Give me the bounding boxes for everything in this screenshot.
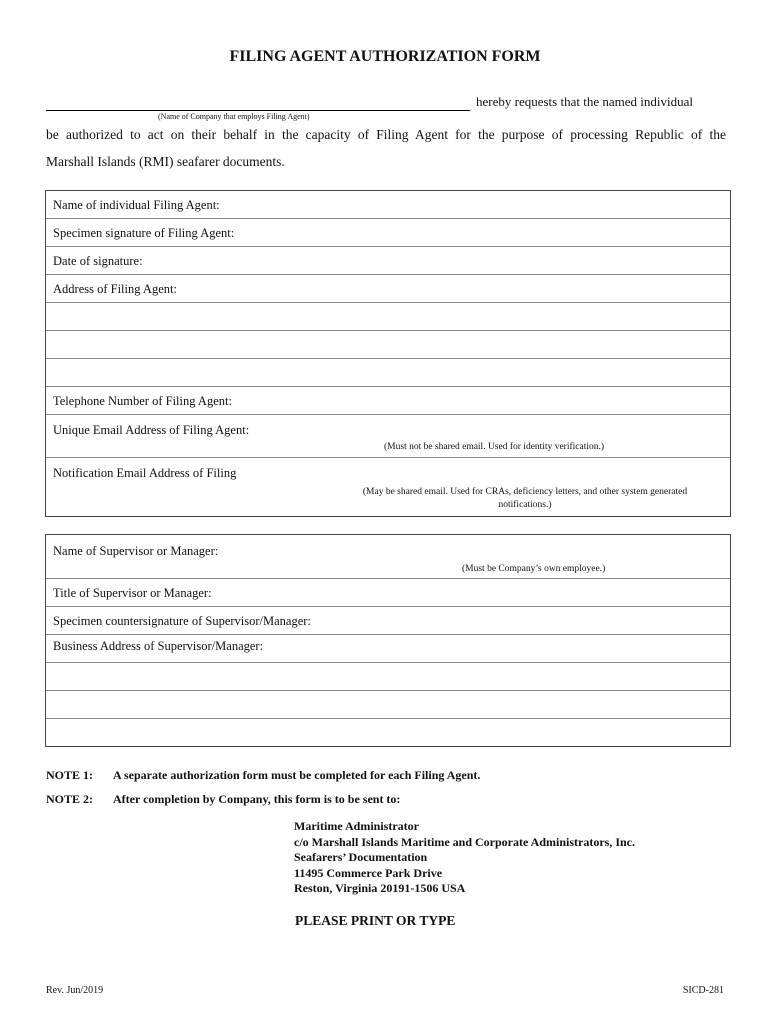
filing-agent-section (45, 190, 731, 517)
company-name-field[interactable] (46, 110, 470, 111)
agent-address-line-4[interactable] (46, 359, 730, 387)
address-line-5: Reston, Virginia 20191-1506 USA (294, 881, 466, 895)
mailing-address (294, 819, 635, 897)
note-1-text: A separate authorization form must be completed for each Filing Agent. (113, 768, 481, 782)
note-1 (46, 768, 480, 783)
note-2 (46, 792, 400, 807)
company-name-caption: (Name of Company that employs Filing Agent) (158, 112, 310, 121)
agent-name-row[interactable] (46, 191, 730, 219)
form-title: FILING AGENT AUTHORIZATION FORM (229, 48, 541, 65)
agent-unique-email-row[interactable] (46, 415, 730, 458)
signature-date-label: Date of signature: (53, 254, 143, 268)
agent-notification-email-row[interactable] (46, 458, 730, 516)
agent-signature-label: Specimen signature of Filing Agent: (53, 226, 235, 240)
supervisor-address-line-3[interactable] (46, 691, 730, 719)
agent-unique-email-label: Unique Email Address of Filing Agent: (53, 423, 250, 437)
intro-paragraph-line-2: be authorized to act on their behalf in the capacity of Filing Agent for the purpose of processing Republic of the (46, 127, 726, 142)
form-code: SICD-281 (682, 985, 724, 996)
note-2-text: After completion by Company, this form is to be sent to: (113, 792, 401, 806)
note-2-tag: NOTE 2: (46, 792, 94, 806)
notification-email-note-line-2: notifications.) (498, 500, 552, 510)
agent-telephone-label: Telephone Number of Filing Agent: (53, 394, 232, 408)
agent-telephone-row[interactable] (46, 387, 730, 415)
supervisor-address-line-2[interactable] (46, 663, 730, 691)
agent-address-row[interactable] (46, 275, 730, 303)
agent-name-label: Name of individual Filing Agent: (53, 198, 220, 212)
notification-email-note-line-1: (May be shared email. Used for CRAs, deficiency letters, and other system generated (362, 487, 688, 497)
agent-address-label: Address of Filing Agent: (53, 282, 177, 296)
agent-address-line-3[interactable] (46, 331, 730, 359)
hereby-text: hereby requests that the named individual (476, 94, 693, 109)
address-line-1: Maritime Administrator (294, 819, 419, 833)
address-line-3: Seafarers’ Documentation (294, 850, 428, 864)
note-1-tag: NOTE 1: (46, 768, 94, 782)
supervisor-countersignature-row[interactable] (46, 607, 730, 635)
revision-date: Rev. Jun/2019 (46, 985, 104, 996)
supervisor-name-row[interactable] (46, 535, 730, 579)
supervisor-address-line-4[interactable] (46, 719, 730, 746)
supervisor-countersignature-label: Specimen countersignature of Supervisor/Manager: (53, 614, 311, 628)
unique-email-note: (Must not be shared email. Used for identity verification.) (384, 442, 605, 452)
agent-signature-row[interactable] (46, 219, 730, 247)
agent-address-line-2[interactable] (46, 303, 730, 331)
supervisor-section (45, 534, 731, 747)
supervisor-address-label: Business Address of Supervisor/Manager: (53, 639, 264, 653)
supervisor-name-label: Name of Supervisor or Manager: (53, 544, 219, 558)
signature-date-row[interactable] (46, 247, 730, 275)
supervisor-address-row[interactable] (46, 635, 730, 663)
supervisor-name-note: (Must be Company’s own employee.) (462, 564, 606, 574)
supervisor-title-label: Title of Supervisor or Manager: (53, 586, 212, 600)
print-instruction: PLEASE PRINT OR TYPE (295, 913, 456, 928)
intro-paragraph-line-3: Marshall Islands (RMI) seafarer documents. (46, 154, 285, 169)
address-line-4: 11495 Commerce Park Drive (294, 865, 443, 880)
address-line-2: c/o Marshall Islands Maritime and Corporate Administrators, Inc. (294, 834, 635, 849)
supervisor-title-row[interactable] (46, 579, 730, 607)
agent-notification-email-label: Notification Email Address of Filing (53, 466, 237, 480)
